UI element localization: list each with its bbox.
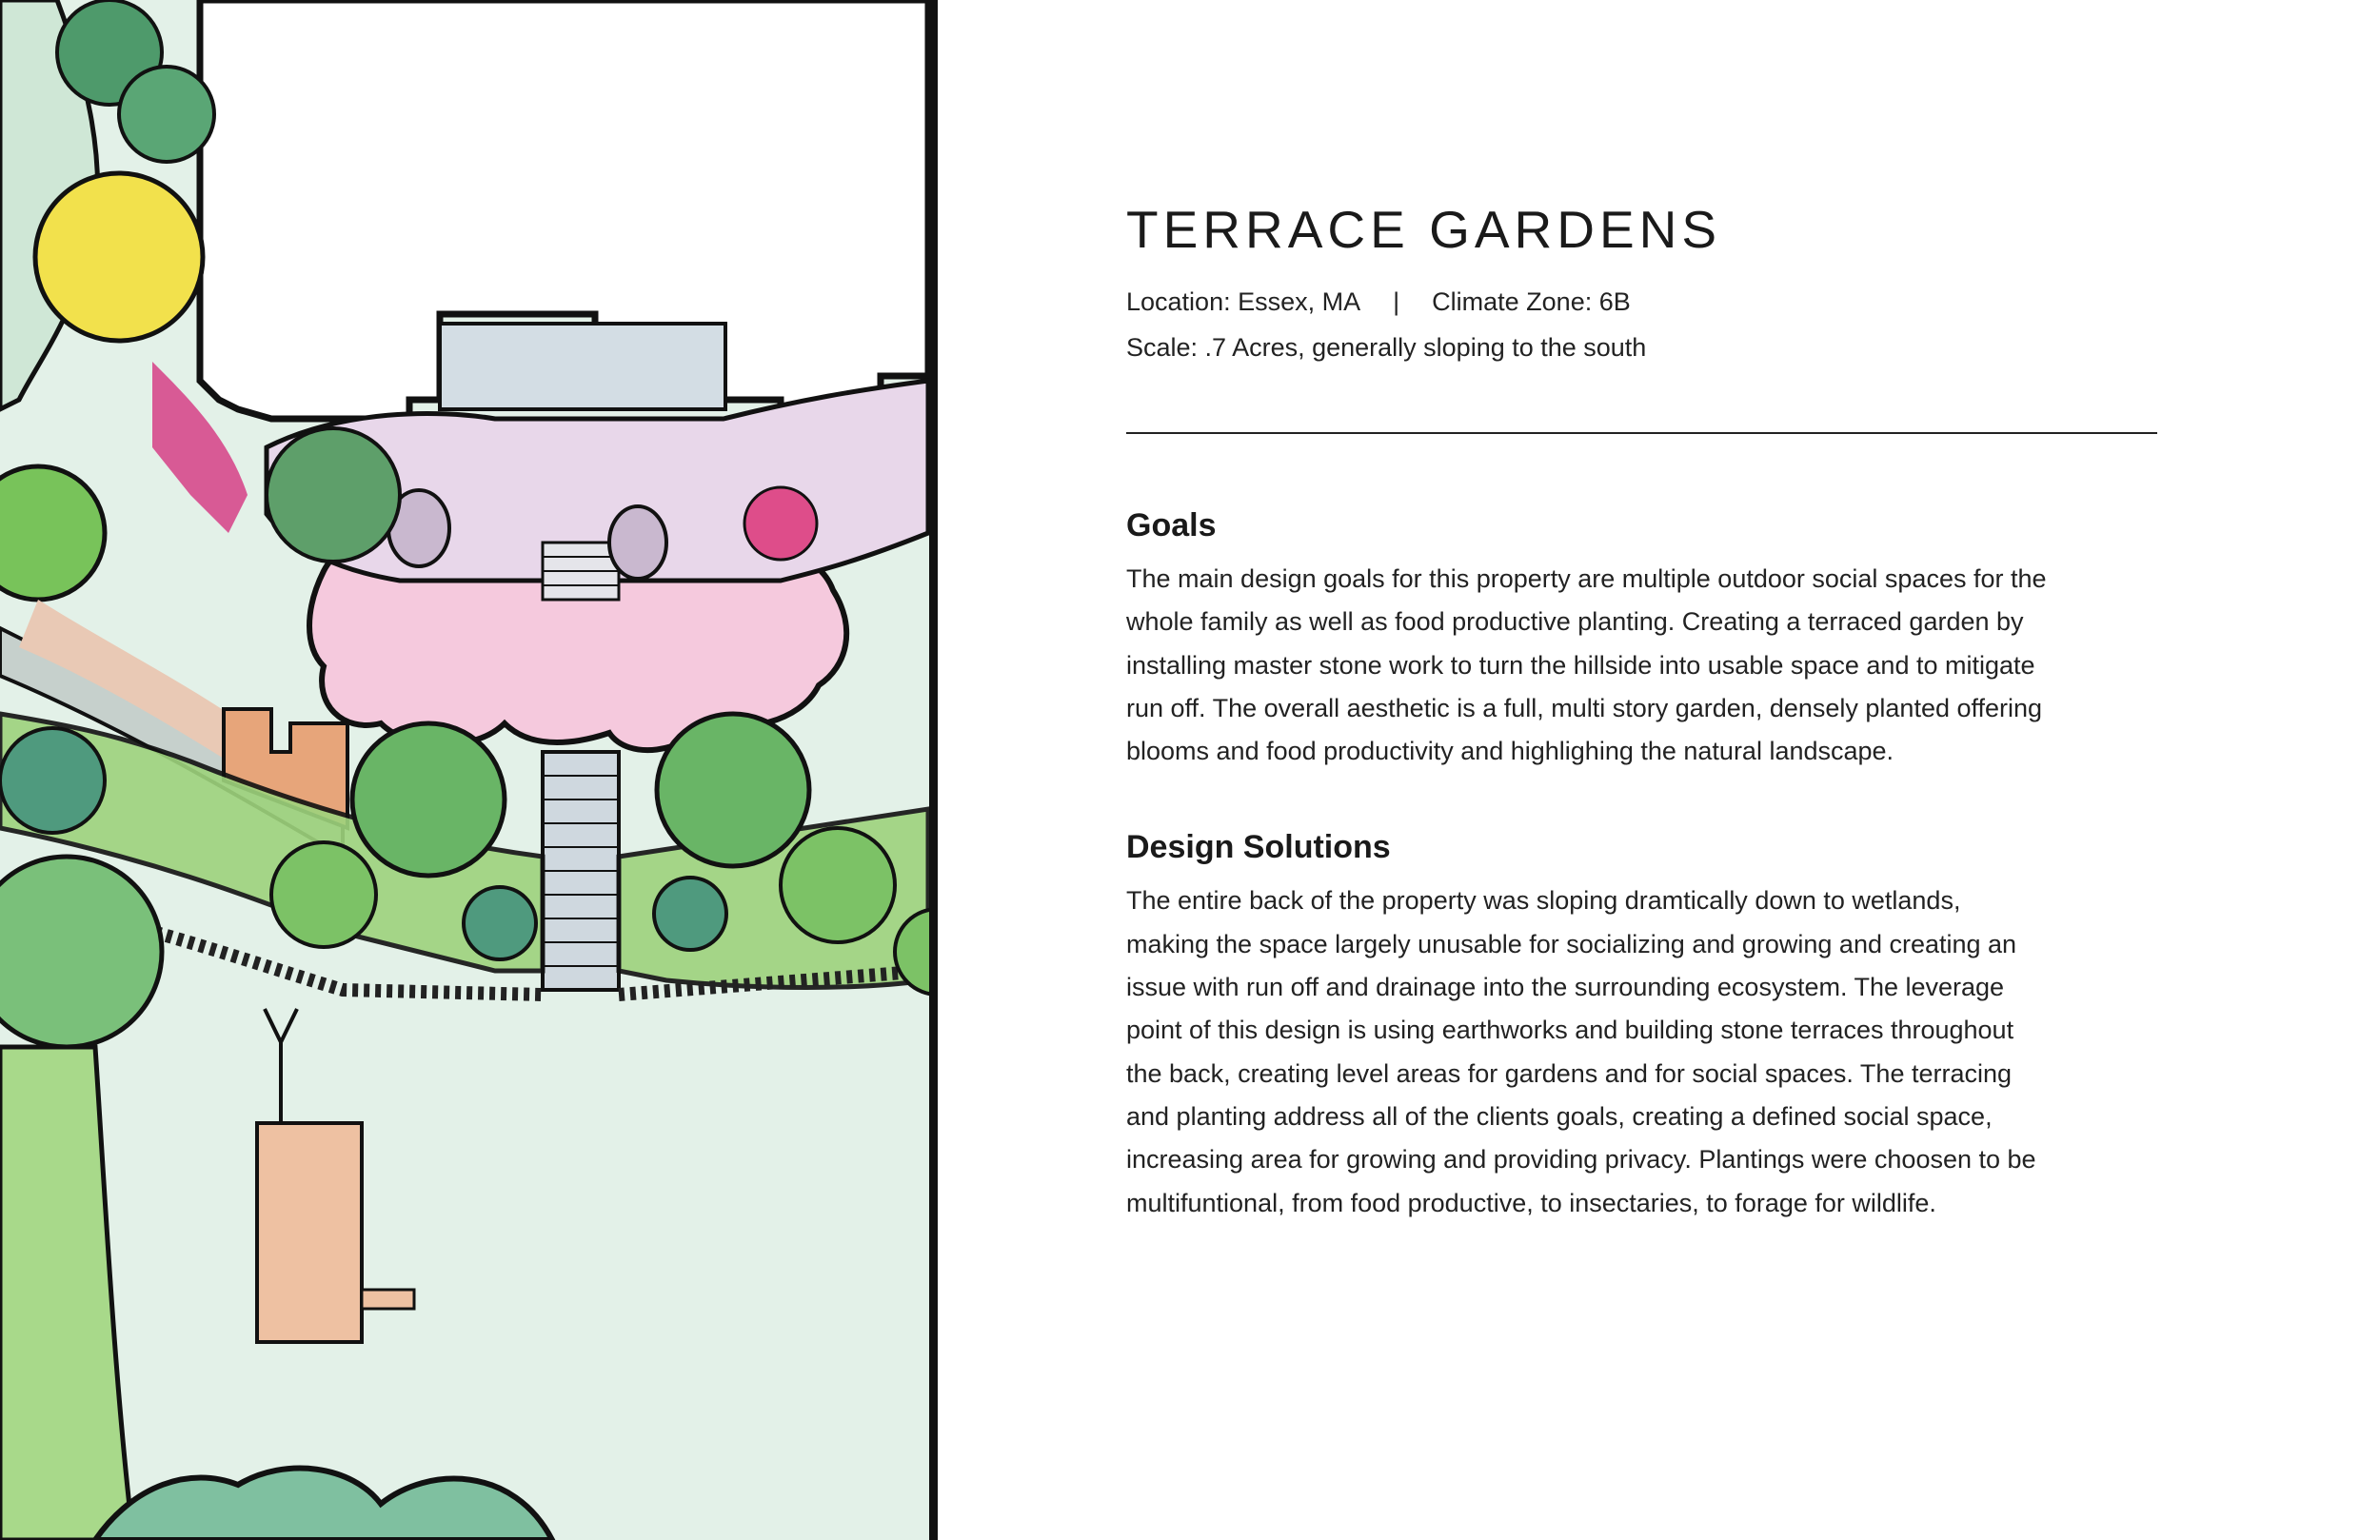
shrub: [352, 723, 505, 876]
project-description: [1126, 198, 2164, 1225]
solutions-line: the back, creating level areas for gardens and for social spaces. The terracing: [1126, 1058, 2013, 1088]
design-solutions-heading: Design Solutions: [1126, 829, 1391, 866]
solutions-line: multifuntional, from food productive, to insectaries, to forage for wildlife.: [1126, 1188, 1936, 1217]
solutions-line: issue with run off and drainage into the surrounding ecosystem. The leverage: [1126, 973, 2005, 1002]
project-meta: [1126, 286, 2164, 318]
goals-line: The main design goals for this property are multiple outdoor social spaces for the: [1126, 564, 2047, 593]
goals-heading: Goals: [1126, 507, 1217, 543]
project-title: TERRACE GARDENS: [1126, 200, 1722, 259]
yellow-tree: [35, 173, 203, 341]
tree: [0, 857, 162, 1047]
magenta-shrub: [744, 487, 817, 560]
shrub: [464, 887, 536, 959]
goals-line: installing master stone work to turn the hillside into usable space and to mitigate: [1126, 650, 2035, 680]
boulder: [609, 506, 666, 579]
design-solutions-paragraph: [1126, 879, 2164, 1224]
house-patio: [440, 324, 725, 409]
shrub: [654, 878, 726, 950]
shrub: [271, 842, 376, 947]
solutions-line: point of this design is using earthworks and building stone terraces throughout: [1126, 1016, 2014, 1045]
climate-zone-text: Climate Zone: 6B: [1432, 287, 1631, 316]
goals-paragraph: [1126, 558, 2164, 773]
shed-step: [362, 1290, 414, 1309]
solutions-line: making the space largely unusable for socializing and growing and creating an: [1126, 929, 2017, 958]
shrub: [781, 828, 895, 942]
landscape-plan-drawing: [0, 0, 938, 1540]
panel-divider: [929, 0, 938, 1540]
goals-line: blooms and food productivity and highlighing the natural landscape.: [1126, 737, 1894, 766]
shrub: [267, 428, 400, 562]
shrub: [657, 714, 809, 866]
meta-separator: |: [1393, 287, 1400, 316]
goals-line: whole family as well as food productive planting. Creating a terraced garden by: [1126, 607, 2024, 637]
lower-stairs: [543, 752, 619, 990]
solutions-line: increasing area for growing and providing privacy. Plantings were choosen to be: [1126, 1145, 2036, 1175]
solutions-line: The entire back of the property was sloping dramtically down to wetlands,: [1126, 886, 1961, 916]
shrub: [0, 728, 105, 833]
location-text: Location: Essex, MA: [1126, 287, 1361, 316]
upper-stairs: [543, 543, 619, 600]
horizontal-rule: [1126, 432, 2157, 434]
solutions-line: and planting address all of the clients goals, creating a defined social space,: [1126, 1101, 1993, 1131]
goals-line: run off. The overall aesthetic is a full, multi story garden, densely planted offering: [1126, 693, 2043, 722]
scale-text: Scale: .7 Acres, generally sloping to the south: [1126, 333, 1647, 362]
tree: [119, 67, 214, 162]
shed: [257, 1123, 362, 1342]
